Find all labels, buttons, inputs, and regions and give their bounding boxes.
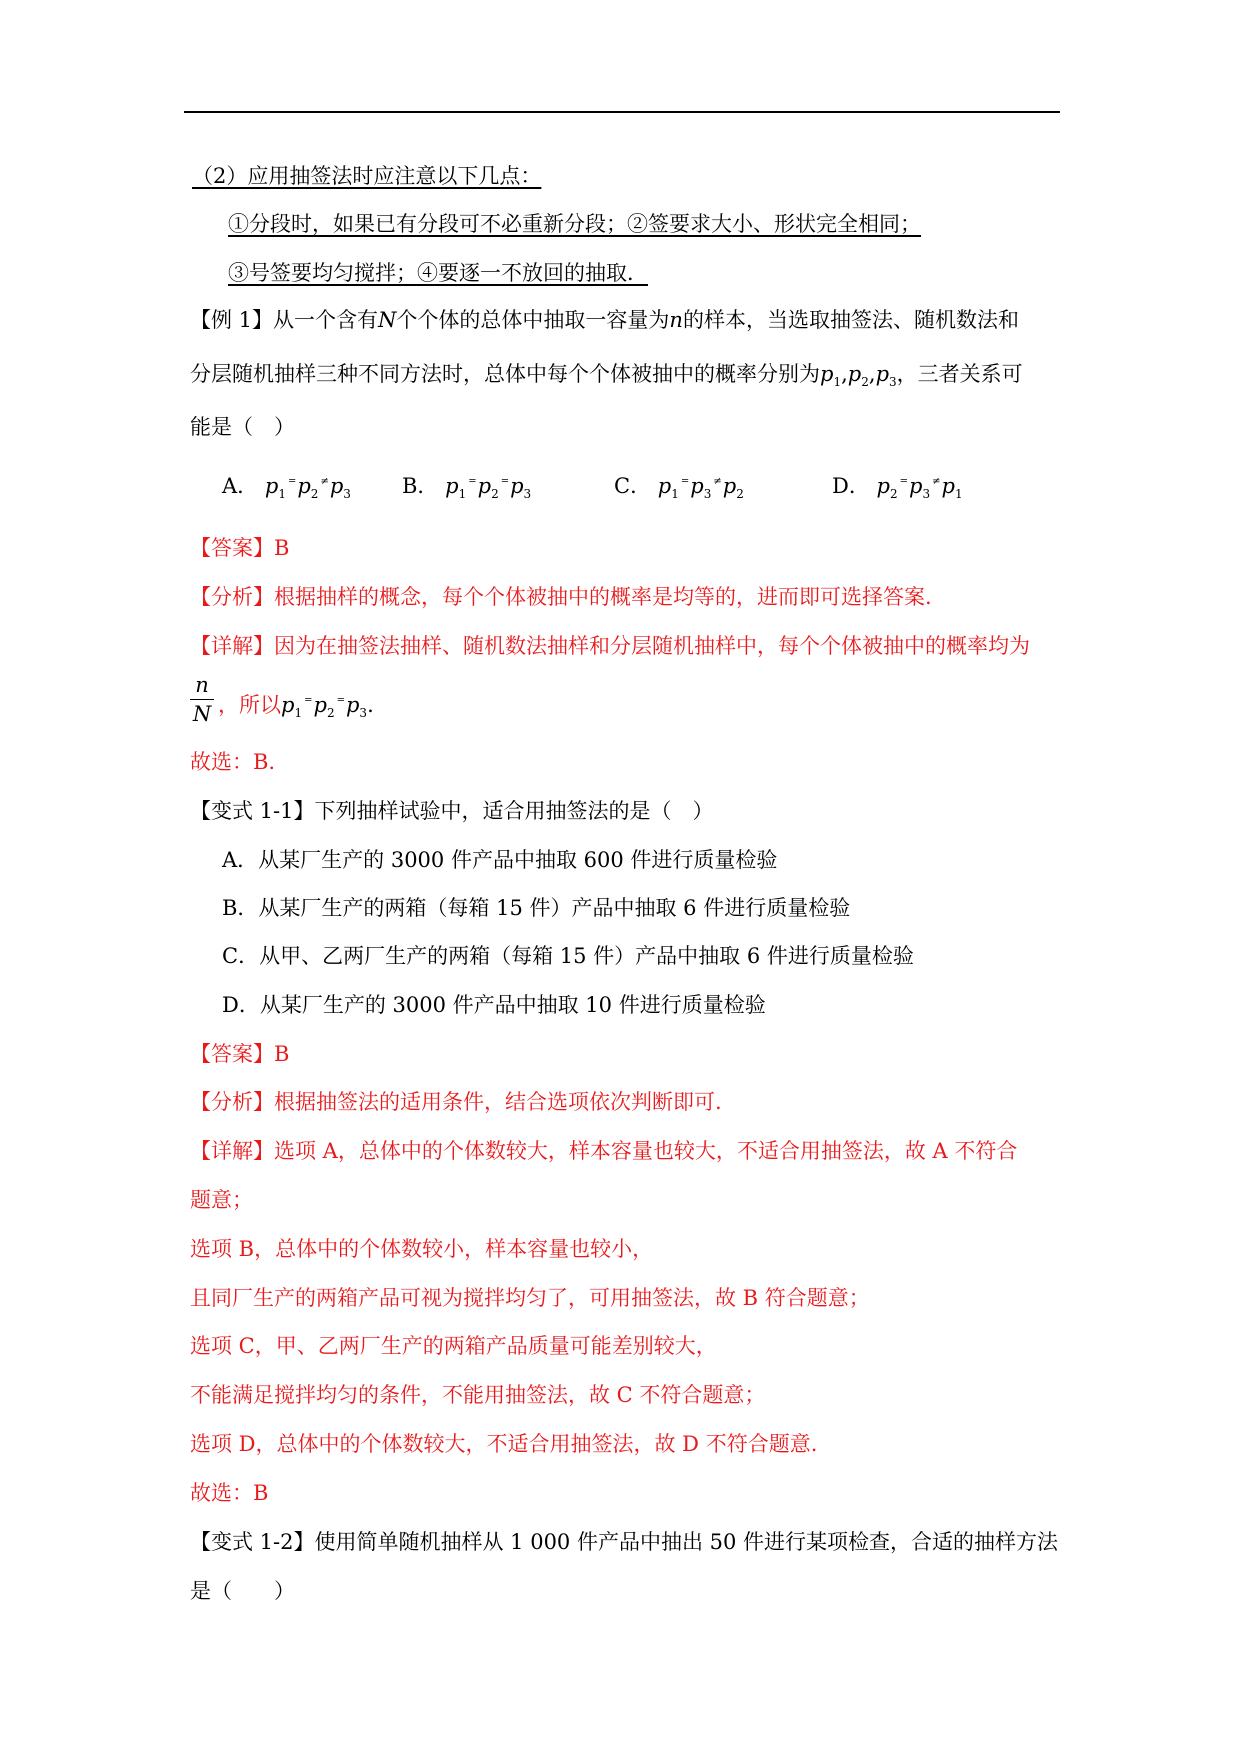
note-point-2: ③号签要均匀搅拌；④要逐一不放回的抽取． bbox=[228, 261, 648, 285]
variant11-detail-line3: 选项 B，总体中的个体数较小，样本容量也较小， bbox=[190, 1237, 654, 1261]
example1-analysis: 【分析】根据抽样的概念，每个个体被抽中的概率是均等的，进而即可选择答案. bbox=[190, 585, 932, 609]
fraction-n-over-N: n N bbox=[190, 672, 214, 727]
header-rule bbox=[184, 111, 1060, 113]
example-tag: 【例 1】 bbox=[190, 308, 274, 332]
math-N: N bbox=[378, 308, 397, 332]
option-c: C． $p_1^=p_3^\ne p_2$ bbox=[614, 474, 744, 501]
example1-question-line2: 分层随机抽样三种不同方法时，总体中每个个体被抽中的概率分别为$p_1,p_2,p_3$，三者关系可 bbox=[190, 362, 1023, 389]
section-heading: （2）应用抽签法时应注意以下几点： bbox=[192, 164, 542, 188]
example1-question-line1: 【例 1】从一个含有N个个体的总体中抽取一容量为n的样本，当选取抽签法、随机数法和 bbox=[190, 308, 1019, 332]
math-p1: $p_1$ bbox=[820, 362, 842, 389]
variant11-option-c: C．从甲、乙两厂生产的两箱（每箱 15 件）产品中抽取 6 件进行质量检验 bbox=[222, 944, 914, 968]
math-p3: $p_3$ bbox=[875, 362, 897, 389]
example1-detail-line2: ，所以$p_1^=p_2^=p_3$. bbox=[218, 693, 374, 720]
variant11-option-a: A．从某厂生产的 3000 件产品中抽取 600 件进行质量检验 bbox=[222, 848, 778, 872]
example1-question-line3: 能是（ ） bbox=[190, 415, 295, 439]
variant11-choose: 故选：B bbox=[190, 1481, 269, 1505]
variant11-analysis: 【分析】根据抽签法的适用条件，结合选项依次判断即可. bbox=[190, 1090, 722, 1114]
example1-answer: 【答案】B bbox=[190, 536, 290, 560]
math-p2: $p_2$ bbox=[847, 362, 869, 389]
option-a: A． $p_1^=p_2^\ne p_3$ bbox=[222, 474, 351, 501]
variant11-detail-line7: 选项 D，总体中的个体数较大，不适合用抽签法，故 D 不符合题意. bbox=[190, 1432, 818, 1456]
variant11-detail-line4: 且同厂生产的两箱产品可视为搅拌均匀了，可用抽签法，故 B 符合题意； bbox=[190, 1286, 870, 1310]
example1-choose: 故选：B. bbox=[190, 750, 276, 774]
variant11-answer: 【答案】B bbox=[190, 1042, 290, 1066]
variant11-option-d: D．从某厂生产的 3000 件产品中抽取 10 件进行质量检验 bbox=[222, 993, 766, 1017]
variant12-title: 【变式 1-2】使用简单随机抽样从 1 000 件产品中抽出 50 件进行某项检查，合适的抽样方法 bbox=[190, 1530, 1059, 1554]
example1-detail-line1: 【详解】因为在抽签法抽样、随机数法抽样和分层随机抽样中，每个个体被抽中的概率均为 bbox=[190, 634, 1030, 658]
variant11-detail-line6: 不能满足搅拌均匀的条件，不能用抽签法，故 C 不符合题意； bbox=[190, 1383, 766, 1407]
example1-options bbox=[222, 467, 1022, 499]
option-d: D． $p_2^=p_3^\ne p_1$ bbox=[832, 474, 963, 501]
variant11-detail-line2: 题意； bbox=[190, 1188, 253, 1212]
variant11-detail-line1: 【详解】选项 A，总体中的个体数较大，样本容量也较大，不适合用抽签法，故 A 不符合 bbox=[190, 1139, 1018, 1163]
variant11-title: 【变式 1-1】下列抽样试验中，适合用抽签法的是（ ） bbox=[190, 799, 714, 823]
variant11-detail-line5: 选项 C，甲、乙两厂生产的两箱产品质量可能差别较大， bbox=[190, 1334, 717, 1358]
math-n: n bbox=[669, 308, 683, 332]
variant11-option-b: B．从某厂生产的两箱（每箱 15 件）产品中抽取 6 件进行质量检验 bbox=[222, 896, 851, 920]
note-point-1: ①分段时，如果已有分段可不必重新分段；②签要求大小、形状完全相同； bbox=[228, 212, 921, 236]
variant12-line2: 是（ ） bbox=[190, 1579, 295, 1603]
option-b: B． $p_1^=p_2^=p_3$ bbox=[402, 474, 532, 501]
